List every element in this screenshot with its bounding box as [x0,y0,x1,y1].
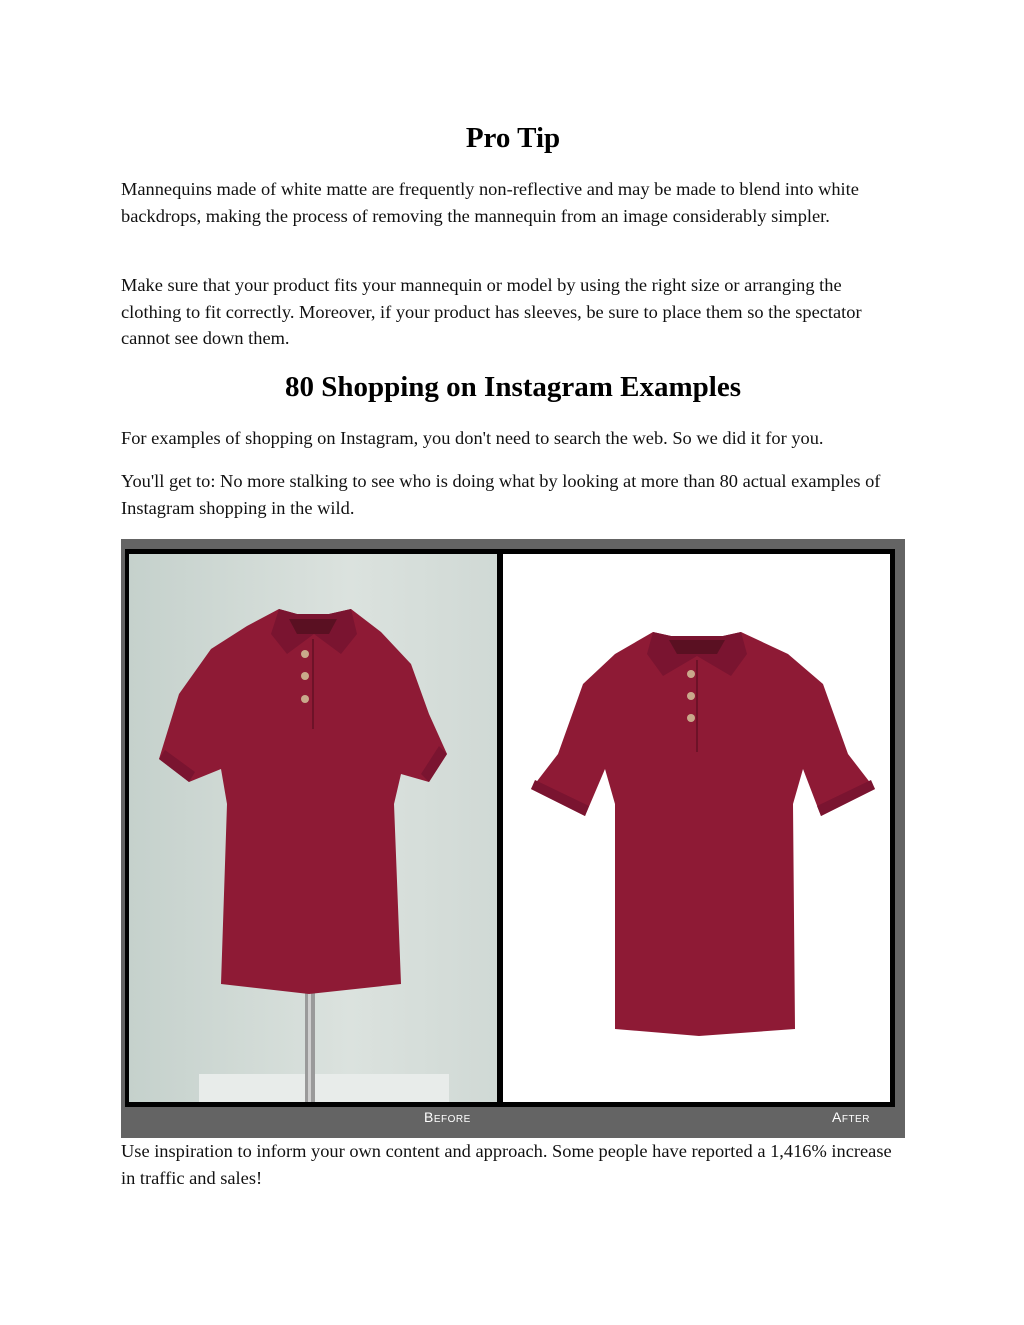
pro-tip-paragraph-2: Make sure that your product fits your mannequin or model by using the right size or arranging the clothing to fit correctly. Moreover, if your product has sleeves, be sure to place them so the spectator cannot see down them. [121,275,862,348]
examples-paragraph-2: You'll get to: No more stalking to see who is doing what by looking at more than 80 actual examples of Instagram shopping in the wild. [121,471,881,518]
after-label: After [832,1109,870,1125]
before-after-figure [121,539,905,1138]
examples-paragraph-1: For examples of shopping on Instagram, you don't need to search the web. So we did it for you. [121,428,824,448]
pro-tip-paragraph-1: Mannequins made of white matte are frequently non-reflective and may be made to blend into white backdrops, making the process of removing the mannequin from an image considerably simpler. [121,179,859,226]
after-panel [503,554,890,1102]
closing-paragraph: Use inspiration to inform your own content and approach. Some people have reported a 1,416% increase in traffic and sales! [121,1141,892,1188]
shirt-ghost-mannequin-image [503,554,890,1102]
before-label: Before [424,1109,471,1125]
image-frame [125,549,895,1107]
shirt-on-mannequin-image [129,554,497,1102]
before-panel [129,554,497,1102]
examples-heading: 80 Shopping on Instagram Examples [284,371,742,403]
pro-tip-heading: Pro Tip [465,122,561,154]
